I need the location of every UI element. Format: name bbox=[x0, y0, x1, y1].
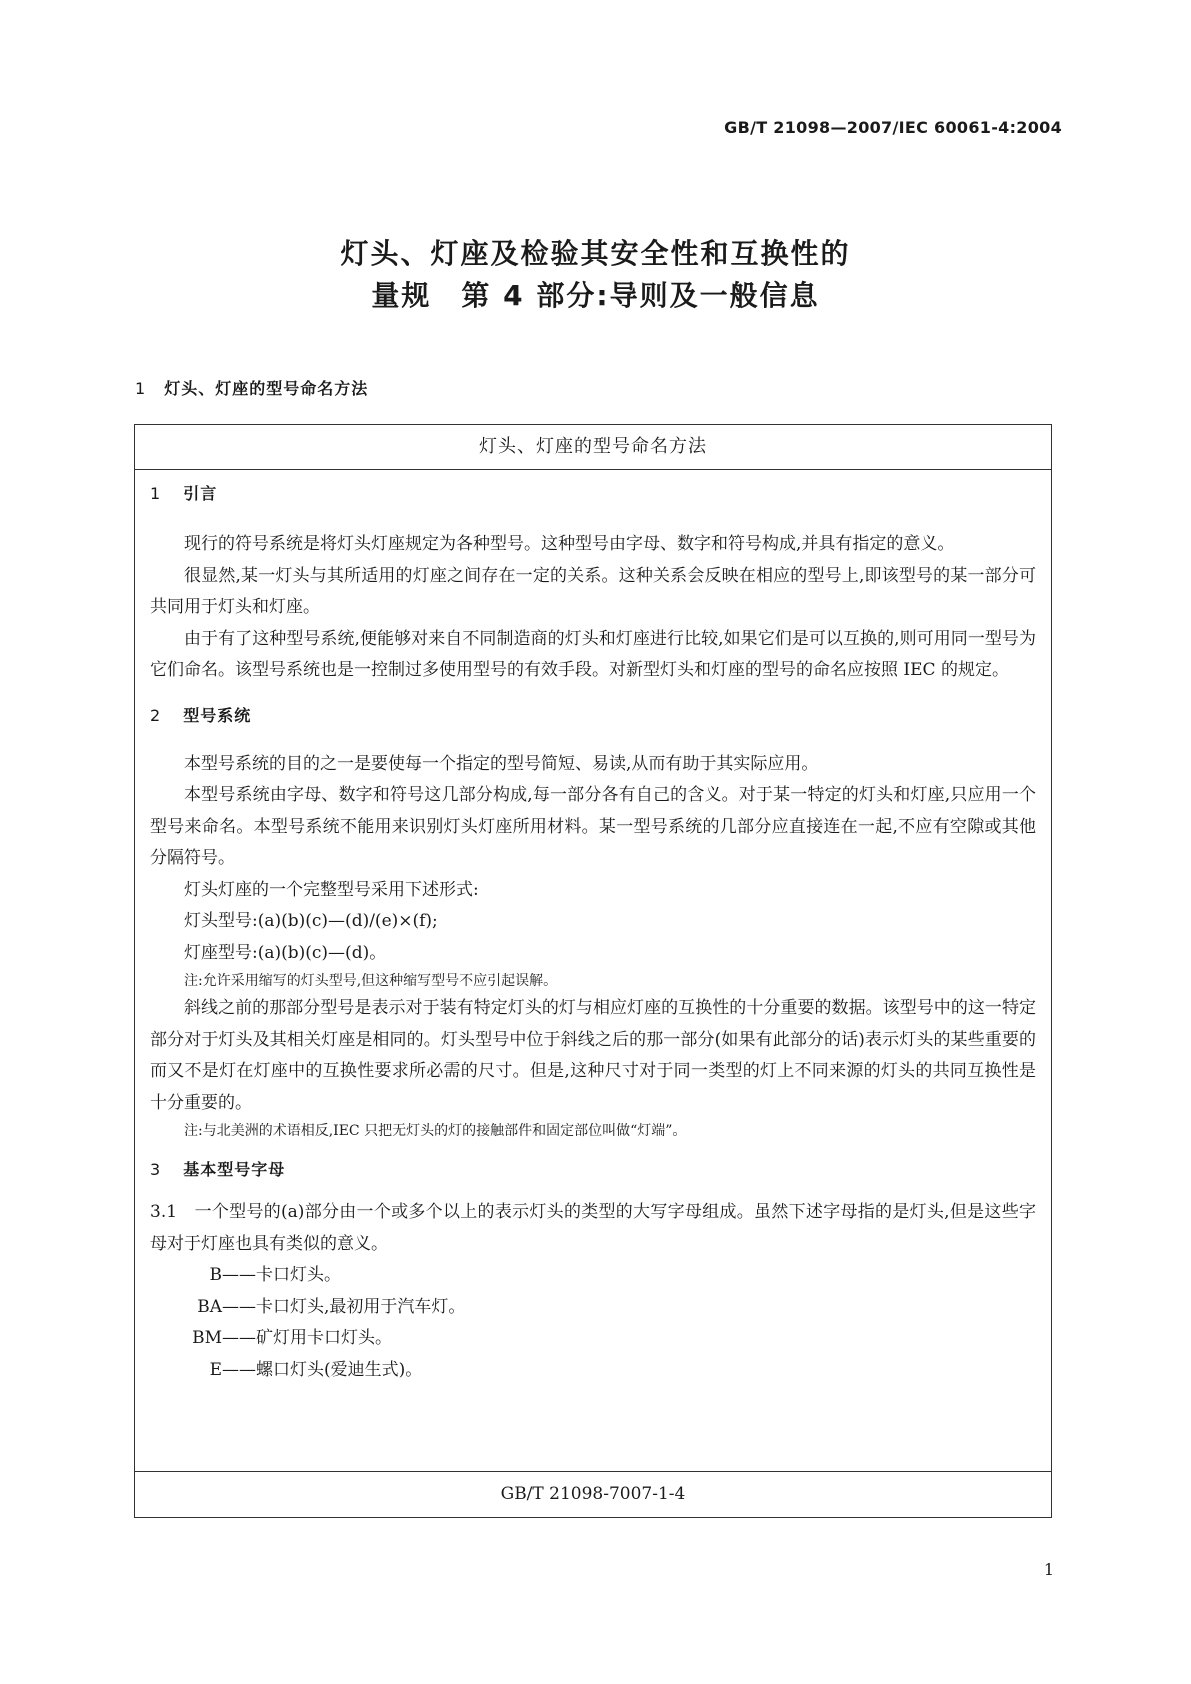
list-item bbox=[150, 1323, 1036, 1355]
letter-meaning: ——卡口灯头。 bbox=[222, 1265, 341, 1285]
naming-method-box bbox=[134, 424, 1052, 1518]
box-footer-reference: GB/T 21098-7007-1-4 bbox=[135, 1471, 1051, 1517]
paragraph: 很显然,某一灯头与其所适用的灯座之间存在一定的关系。这种关系会反映在相应的型号上,即该型号的某一部分可共同用于灯头和灯座。 bbox=[150, 565, 1036, 617]
holder-designation-formula: 灯座型号:(a)(b)(c)—(d)。 bbox=[184, 942, 387, 963]
letter-definition-list bbox=[150, 1260, 1036, 1386]
paragraph: 由于有了这种型号系统,便能够对来自不同制造商的灯头和灯座进行比较,如果它们是可以互换的,则可用同一型号为它们命名。该型号系统也是一控制过多使用型号的有效手段。对新型灯头和灯座的型号的命名应按照 IEC 的规定。 bbox=[150, 628, 1036, 680]
page-number: 1 bbox=[1043, 1560, 1054, 1579]
subsection-number: 2 bbox=[150, 705, 162, 725]
letter-code: BM bbox=[192, 1328, 222, 1348]
list-item bbox=[150, 1355, 1036, 1387]
subsection-basic-letters-heading bbox=[150, 1157, 1036, 1183]
letter-meaning: ——卡口灯头,最初用于汽车灯。 bbox=[222, 1296, 466, 1317]
cap-designation-formula: 灯头型号:(a)(b)(c)—(d)/(e)×(f); bbox=[184, 911, 438, 931]
letter-code: B bbox=[209, 1265, 222, 1285]
paragraph: 现行的符号系统是将灯头灯座规定为各种型号。这种型号由字母、数字和符号构成,并具有指定的意义。 bbox=[184, 534, 955, 554]
letter-code: E bbox=[209, 1359, 222, 1380]
paragraph: 斜线之前的那部分型号是表示对于装有特定灯头的灯与相应灯座的互换性的十分重要的数据。该型号中的这一特定部分对于灯头及其相关灯座是相同的。灯头型号中位于斜线之后的那一部分(如果有此部分的话)表示灯头的某些重要的而又不是灯在灯座中的互换性要求所必需的尺寸。但是,这种尺寸对于同一类型的灯上不同来源的灯头的共同互换性是十分重要的。 bbox=[150, 998, 1036, 1113]
section-title: 灯头、灯座的型号命名方法 bbox=[164, 379, 369, 398]
paragraph: 本型号系统的目的之一是要使每一个指定的型号简短、易读,从而有助于其实际应用。 bbox=[184, 753, 819, 774]
paragraph: 灯头灯座的一个完整型号采用下述形式: bbox=[184, 879, 479, 900]
note: 注:与北美洲的术语相反,IEC 只把无灯头的灯的接触部件和固定部位叫做“灯端”。 bbox=[184, 1123, 687, 1139]
letter-meaning: ——矿灯用卡口灯头。 bbox=[222, 1328, 392, 1348]
section-number: 1 bbox=[135, 379, 147, 398]
subsection-number: 3 bbox=[150, 1160, 162, 1179]
subsection-introduction-heading bbox=[150, 481, 1036, 507]
subsection-title: 基本型号字母 bbox=[183, 1160, 286, 1179]
subsection-title: 引言 bbox=[183, 484, 218, 503]
box-title: 灯头、灯座的型号命名方法 bbox=[135, 425, 1051, 470]
section-1-heading bbox=[135, 376, 368, 399]
subsection-title: 型号系统 bbox=[183, 705, 252, 725]
note: 注:允许采用缩写的灯头型号,但这种缩写型号不应引起误解。 bbox=[184, 973, 558, 989]
subsection-number: 1 bbox=[150, 484, 162, 503]
list-item bbox=[150, 1260, 1036, 1292]
standard-code: GB/T 21098—2007/IEC 60061-4:2004 bbox=[724, 118, 1062, 137]
letter-meaning: ——螺口灯头(爱迪生式)。 bbox=[222, 1359, 423, 1380]
box-body bbox=[150, 470, 1036, 1386]
paragraph: 本型号系统由字母、数字和符号这几部分构成,每一部分各有自己的含义。对于某一特定的灯头和灯座,只应用一个型号来命名。本型号系统不能用来识别灯头灯座所用材料。某一型号系统的几部分应直接连在一起,不应有空隙或其他分隔符号。 bbox=[150, 785, 1036, 868]
paragraph: 3.1 一个型号的(a)部分由一个或多个以上的表示灯头的类型的大写字母组成。虽然下述字母指的是灯头,但是这些字母对于灯座也具有类似的意义。 bbox=[150, 1202, 1036, 1254]
document-title-line-1: 灯头、灯座及检验其安全性和互换性的 bbox=[340, 237, 851, 270]
subsection-designation-system-heading bbox=[150, 703, 1036, 729]
list-item bbox=[150, 1292, 1036, 1324]
letter-code: BA bbox=[197, 1296, 222, 1317]
document-title-line-2: 量规 第 4 部分:导则及一般信息 bbox=[371, 279, 820, 312]
